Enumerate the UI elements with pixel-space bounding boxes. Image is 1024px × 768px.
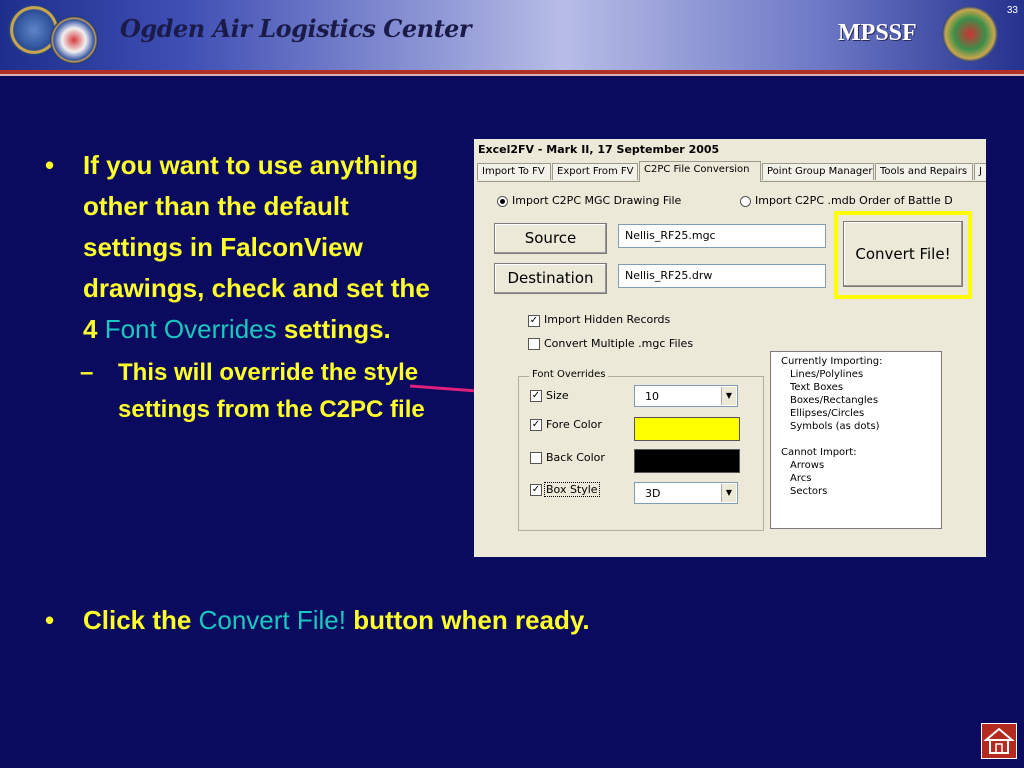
list-item: Sectors xyxy=(790,486,828,497)
radio-mgc-label: Import C2PC MGC Drawing File xyxy=(512,194,682,207)
list-item: Arrows xyxy=(790,460,825,471)
font-overrides-title: Font Overrides xyxy=(529,369,608,380)
bullet-item-convert xyxy=(45,605,590,636)
bullet-highlight: Font Overrides xyxy=(104,314,277,344)
radio-mgc[interactable] xyxy=(497,196,508,207)
tab-tools-and-repairs[interactable]: Tools and Repairs xyxy=(875,163,973,180)
back-color-label: Back Color xyxy=(546,451,605,464)
list-item: Text Boxes xyxy=(790,382,844,393)
list-item: Boxes/Rectangles xyxy=(790,395,879,406)
excel2fv-window xyxy=(474,139,986,557)
bullet-list xyxy=(45,145,445,428)
import-hidden-checkbox[interactable]: ✓ xyxy=(529,315,539,326)
bullet-tail: button when ready. xyxy=(345,605,590,635)
bullet-dot: • xyxy=(45,150,55,180)
source-button[interactable]: Source xyxy=(494,223,607,254)
sub-bullet-item xyxy=(80,354,445,428)
list-spacer xyxy=(781,433,941,446)
import-info-list xyxy=(770,351,942,529)
box-style-label: Box Style xyxy=(546,483,598,496)
bullet-dot: • xyxy=(45,605,55,635)
chevron-down-icon[interactable]: ▼ xyxy=(721,387,736,405)
tab-c2pc-file-conversion[interactable]: C2PC File Conversion xyxy=(639,161,761,182)
fore-color-swatch[interactable] xyxy=(634,417,740,441)
bullet-item xyxy=(45,145,445,350)
list-heading: Cannot Import: xyxy=(781,447,857,458)
import-hidden-label: Import Hidden Records xyxy=(544,313,671,326)
bullet-text: If you want to use anything other than the default settings in FalconView drawings, check and set the 4 xyxy=(83,150,430,344)
radio-mdb-label: Import C2PC .mdb Order of Battle D xyxy=(755,194,953,207)
bullet-tail: settings. xyxy=(276,314,391,344)
sub-bullet-text: This will override the style settings from the C2PC file xyxy=(118,359,425,423)
size-value: 10 xyxy=(645,390,659,403)
list-item: Ellipses/Circles xyxy=(790,408,865,419)
convert-callout-box xyxy=(834,211,972,299)
home-icon xyxy=(982,724,1016,758)
slide-number: 33 xyxy=(1006,5,1018,16)
fore-color-label: Fore Color xyxy=(546,418,602,431)
fore-color-checkbox[interactable]: ✓ xyxy=(531,419,541,430)
destination-field[interactable]: Nellis_RF25.drw xyxy=(618,264,826,288)
box-style-value: 3D xyxy=(645,487,661,500)
back-color-swatch[interactable] xyxy=(634,449,740,473)
bullet-text: Click the xyxy=(83,605,199,635)
radio-mdb[interactable] xyxy=(740,196,751,207)
mpssf-seal-icon xyxy=(942,6,998,62)
home-button[interactable] xyxy=(981,723,1017,759)
ogden-alc-seal-icon xyxy=(50,16,98,64)
tab-bar xyxy=(477,161,986,181)
tab-export-from-fv[interactable]: Export From FV xyxy=(552,163,638,180)
chevron-down-icon[interactable]: ▼ xyxy=(721,484,736,502)
convert-file-button[interactable]: Convert File! xyxy=(843,221,963,287)
header-rule-light xyxy=(0,74,1024,76)
convert-multiple-label: Convert Multiple .mgc Files xyxy=(544,337,694,350)
list-heading: Currently Importing: xyxy=(781,356,883,367)
back-color-checkbox[interactable] xyxy=(530,452,542,464)
tab-point-group-manager[interactable]: Point Group Manager xyxy=(762,163,874,180)
size-checkbox[interactable]: ✓ xyxy=(531,390,541,401)
box-style-checkbox[interactable]: ✓ xyxy=(531,484,541,495)
box-style-combo[interactable] xyxy=(634,482,738,504)
destination-button[interactable]: Destination xyxy=(494,263,607,294)
list-item: Lines/Polylines xyxy=(790,369,864,380)
size-combo[interactable] xyxy=(634,385,738,407)
list-item: Arcs xyxy=(790,473,812,484)
program-title: MPSSF xyxy=(838,20,917,46)
tab-overflow[interactable]: J xyxy=(974,163,986,180)
tab-import-to-fv[interactable]: Import To FV xyxy=(477,163,551,180)
convert-multiple-checkbox[interactable] xyxy=(528,338,540,350)
sub-bullet-dash: – xyxy=(80,359,94,386)
org-title: Ogden Air Logistics Center xyxy=(120,14,472,43)
bullet-highlight: Convert File! xyxy=(198,605,346,635)
source-field[interactable]: Nellis_RF25.mgc xyxy=(618,224,826,248)
window-title: Excel2FV - Mark II, 17 September 2005 xyxy=(478,143,720,156)
list-item: Symbols (as dots) xyxy=(790,421,880,432)
size-label: Size xyxy=(546,389,569,402)
